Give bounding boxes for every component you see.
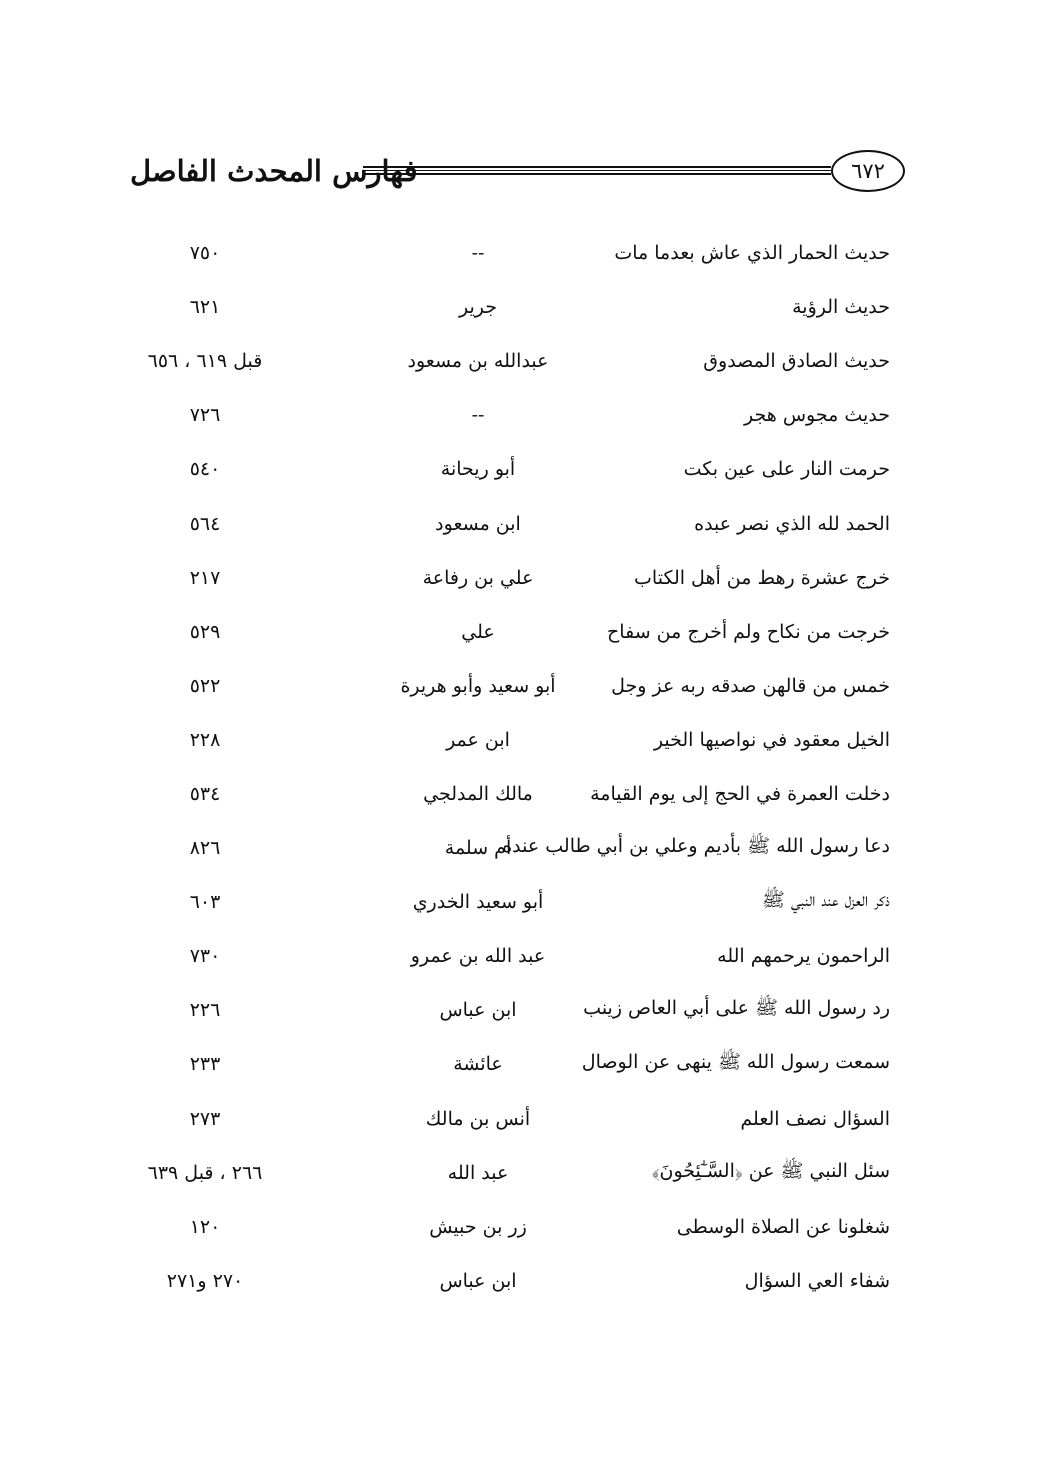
page-reference: ٢٢٨	[189, 728, 221, 751]
page-reference: ٦٠٣	[189, 891, 221, 914]
narrator-name: جرير	[459, 296, 497, 319]
narrator-name: ابن عباس	[439, 999, 517, 1022]
hadith-text: السؤال نصف العلم	[740, 1107, 890, 1130]
narrator-name: --	[471, 242, 485, 265]
narrator-name: علي بن رفاعة	[422, 566, 534, 589]
narrator-name: أبو ريحانة	[440, 458, 516, 481]
hadith-text: حديث الرؤية	[792, 296, 890, 319]
index-row	[130, 821, 890, 875]
page-reference: ٢٧٠ و٢٧١	[166, 1269, 244, 1292]
hadith-text: دخلت العمرة في الحج إلى يوم القيامة	[590, 782, 890, 805]
page-reference: ٢٧٣	[189, 1107, 221, 1130]
index-row	[130, 1200, 890, 1254]
page-reference: ٧٢٦	[189, 404, 221, 427]
page-reference: ٧٥٠	[189, 242, 221, 265]
hadith-text: خرج عشرة رهط من أهل الكتاب	[634, 566, 890, 589]
hadith-text: الحمد لله الذي نصر عبده	[694, 512, 890, 535]
hadith-text: الخيل معقود في نواصيها الخير	[653, 728, 890, 751]
index-row	[130, 1254, 890, 1308]
hadith-text: الراحمون يرحمهم الله	[717, 945, 890, 968]
index-row	[130, 496, 890, 550]
narrator-name: مالك المدلجي	[423, 782, 533, 805]
page-reference: ٦٢١	[189, 296, 221, 319]
index-row	[130, 226, 890, 280]
hadith-text: خمس من قالهن صدقه ربه عز وجل	[611, 674, 890, 697]
narrator-name: ابن مسعود	[435, 512, 521, 535]
index-row	[130, 929, 890, 983]
hadith-text: ذكر العزل عند النبي ﷺ	[761, 889, 890, 912]
index-row	[130, 1037, 890, 1091]
hadith-text: سمعت رسول الله ﷺ ينهى عن الوصال	[581, 1051, 890, 1074]
page-reference: ٥٤٠	[189, 458, 221, 481]
hadith-text: خرجت من نكاح ولم أخرج من سفاح	[607, 620, 890, 643]
hadith-text: حديث مجوس هجر	[744, 404, 890, 427]
narrator-name: عبد الله	[447, 1161, 509, 1184]
page-reference: ٥٣٤	[189, 782, 221, 805]
index-row	[130, 1146, 890, 1200]
page-reference: ٥٢٩	[189, 620, 221, 643]
narrator-name: أنس بن مالك	[425, 1107, 531, 1130]
index-row	[130, 605, 890, 659]
hadith-text: دعا رسول الله ﷺ بأديم وعلي بن أبي طالب عنده	[502, 835, 890, 858]
page-reference: ٢٣٣	[189, 1053, 221, 1076]
narrator-name: --	[471, 404, 485, 427]
narrator-name: علي	[461, 620, 495, 643]
book-title: فهارس المحدث الفاصل	[130, 154, 418, 188]
index-row	[130, 659, 890, 713]
index-row	[130, 280, 890, 334]
page-reference: قبل ٦١٩ ، ٦٥٦	[147, 350, 263, 373]
index-row	[130, 713, 890, 767]
page-header	[130, 150, 905, 212]
page-reference: ٢٢٦	[189, 999, 221, 1022]
page-reference: ٨٢٦	[189, 837, 221, 860]
narrator-name: عائشة	[453, 1053, 503, 1076]
hadith-text: شفاء العي السؤال	[744, 1269, 890, 1292]
index-row	[130, 767, 890, 821]
index-row	[130, 875, 890, 929]
page-reference: ٧٣٠	[189, 945, 221, 968]
index-row	[130, 442, 890, 496]
narrator-name: أبو سعيد الخدري	[412, 891, 544, 914]
hadith-index-list	[130, 226, 890, 1308]
page-reference: ٢١٧	[189, 566, 221, 589]
page-reference: ٢٦٦ ، قبل ٦٣٩	[147, 1161, 263, 1184]
index-row	[130, 388, 890, 442]
index-row	[130, 1092, 890, 1146]
index-row	[130, 551, 890, 605]
page-number-badge	[831, 150, 905, 192]
narrator-name: زر بن حبيش	[429, 1215, 527, 1238]
hadith-text: حديث الحمار الذي عاش بعدما مات	[614, 242, 890, 265]
narrator-name: عبدالله بن مسعود	[407, 350, 549, 373]
hadith-text: شغلونا عن الصلاة الوسطى	[676, 1215, 890, 1238]
page-reference: ٥٢٢	[189, 674, 221, 697]
hadith-text: حديث الصادق المصدوق	[703, 350, 890, 373]
narrator-name: أم سلمة	[444, 837, 512, 860]
hadith-text: سئل النبي ﷺ عن ﴿السَّـٰٓئِحُونَ﴾	[651, 1159, 890, 1182]
narrator-name: عبد الله بن عمرو	[410, 945, 546, 968]
page-number: ٦٧٢	[851, 159, 885, 183]
narrator-name: أبو سعيد وأبو هريرة	[400, 674, 556, 697]
page-reference: ١٢٠	[189, 1215, 221, 1238]
index-row	[130, 334, 890, 388]
hadith-text: رد رسول الله ﷺ على أبي العاص زينب	[583, 997, 890, 1020]
narrator-name: ابن عمر	[446, 728, 510, 751]
narrator-name: ابن عباس	[439, 1269, 517, 1292]
page-reference: ٥٦٤	[189, 512, 221, 535]
index-row	[130, 983, 890, 1037]
header-divider-rule	[363, 166, 831, 175]
hadith-text: حرمت النار على عين بكت	[683, 458, 890, 481]
